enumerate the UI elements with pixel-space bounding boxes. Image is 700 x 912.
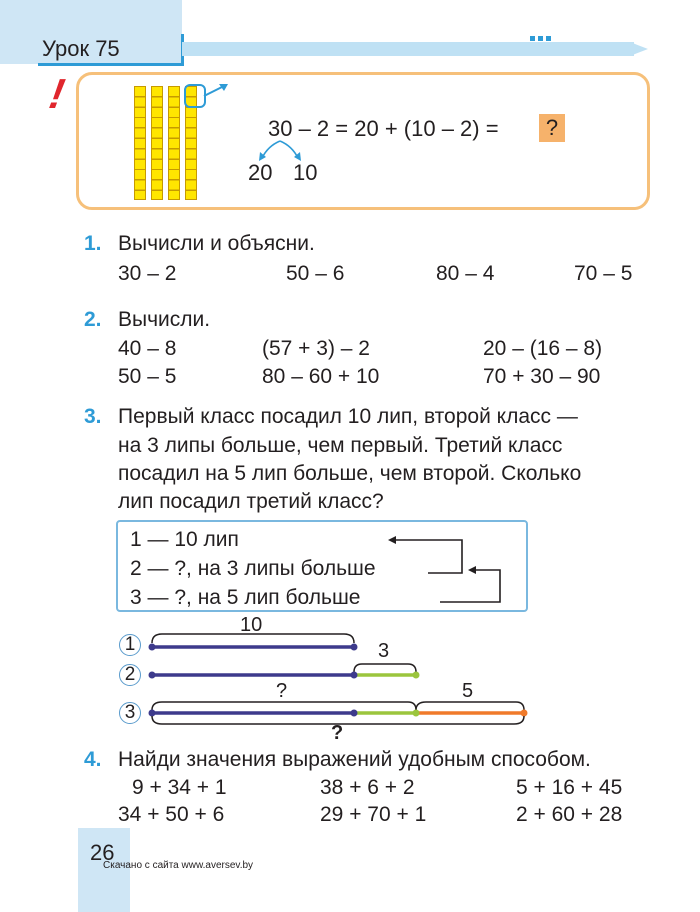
task3-text-line: Первый класс посадил 10 лип, второй класс — [118,405,578,428]
scheme-line: 2 — ?, на 3 липы больше [130,557,376,580]
task1-expression: 50 – 6 [286,262,345,285]
task1-expression: 70 – 5 [574,262,633,285]
arrow-icon [200,80,232,104]
ten-bar [151,86,163,200]
label-10: 10 [240,614,263,636]
task2-number: 2. [84,308,102,331]
task4-number: 4. [84,748,102,771]
source-note: Скачано с сайта www.aversev.by [103,860,254,871]
task1-number: 1. [84,232,102,255]
task4-expression: 2 + 60 + 28 [516,803,623,826]
split-right: 10 [293,160,318,185]
row-number-circle: 1 [119,634,141,656]
task4-instruction: Найди значения выражений удобным способом. [118,748,591,771]
label-3: 3 [378,640,390,662]
header-bar-tip [630,42,648,56]
task4-expression: 38 + 6 + 2 [320,776,415,799]
task2-expression: 40 – 8 [118,337,177,360]
ten-bar [168,86,180,200]
split-left: 20 [248,160,273,185]
row-number-circle: 2 [119,664,141,686]
page-number: 26 [90,840,115,865]
task3-text-line: посадил на 5 лип больше, чем второй. Сколько [118,462,582,485]
task2-expression: (57 + 3) – 2 [262,337,370,360]
task2-expression: 20 – (16 – 8) [483,337,603,360]
lesson-title: Урок 75 [42,36,120,61]
task4-expression: 9 + 34 + 1 [132,776,227,799]
intro-equation: 30 – 2 = 20 + (10 – 2) = [268,116,499,141]
label-question-bottom: ? [331,722,344,744]
task2-expression: 80 – 60 + 10 [262,365,380,388]
header-dot [530,36,535,41]
task3-text-line: лип посадил третий класс? [118,490,384,513]
task2-expression: 70 + 30 – 90 [483,365,601,388]
answer-box: ? [539,114,565,142]
label-5: 5 [462,680,474,702]
attention-icon: ! [45,70,69,117]
scheme-arrows [380,530,510,610]
task3-number: 3. [84,405,102,428]
task1-instruction: Вычисли и объясни. [118,232,315,255]
task1-expression: 80 – 4 [436,262,495,285]
task4-expression: 29 + 70 + 1 [320,803,427,826]
task4-expression: 5 + 16 + 45 [516,776,623,799]
scheme-line: 1 — 10 лип [130,528,239,551]
header-bar [182,42,634,56]
label-question-top: ? [276,680,288,702]
row-number-circle: 3 [119,702,141,724]
header-dot [546,36,551,41]
scheme-line: 3 — ?, на 5 лип больше [130,586,361,609]
ten-bar [134,86,146,200]
task2-expression: 50 – 5 [118,365,177,388]
task4-expression: 34 + 50 + 6 [118,803,225,826]
task2-instruction: Вычисли. [118,308,211,331]
task1-expression: 30 – 2 [118,262,177,285]
header-dot [538,36,543,41]
task3-text-line: на 3 липы больше, чем первый. Третий класс [118,434,563,457]
